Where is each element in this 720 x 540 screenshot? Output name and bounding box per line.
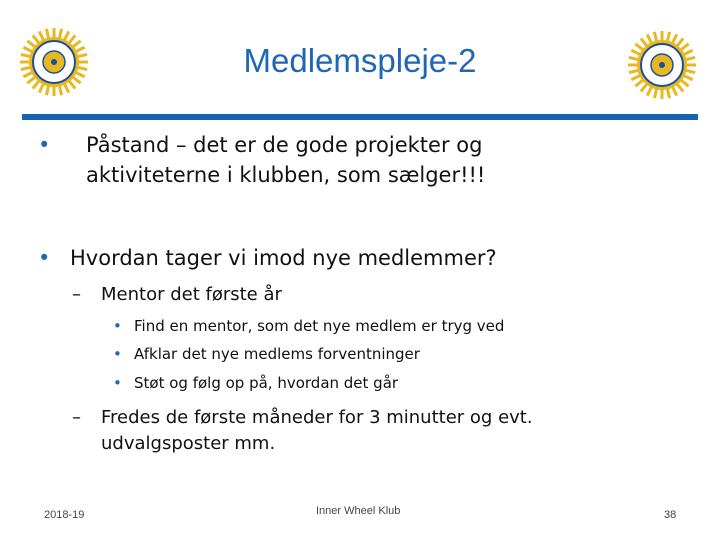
inner-wheel-logo-right xyxy=(626,29,698,101)
inner-wheel-logo-left xyxy=(18,26,90,98)
page-number: 38 xyxy=(664,509,677,521)
title-rule xyxy=(22,114,698,120)
bullet-marker: • xyxy=(113,374,122,392)
bullet-1-line-1: Påstand – det er de gode projekter og xyxy=(86,133,483,157)
sub-item-mentor: Mentor det første år xyxy=(101,284,282,305)
footer-center: Inner Wheel Klub xyxy=(316,505,401,517)
bullet-marker: • xyxy=(38,133,51,157)
bullet-marker: • xyxy=(113,317,122,335)
dash-marker: – xyxy=(72,407,81,428)
third-level-item-2: Afklar det nye medlems forventninger xyxy=(134,345,420,363)
bullet-1-line-2: aktiviteterne i klubben, som sælger!!! xyxy=(86,163,486,187)
third-level-item-1: Find en mentor, som det nye medlem er tryg ved xyxy=(134,317,505,335)
bullet-marker: • xyxy=(113,345,122,363)
sub-item-fredes-line-1: Fredes de første måneder for 3 minutter og evt. xyxy=(101,407,533,428)
sub-item-fredes-line-2: udvalgsposter mm. xyxy=(101,433,276,454)
slide-title: Medlemspleje-2 xyxy=(243,42,477,79)
third-level-item-3: Støt og følg op på, hvordan det går xyxy=(134,374,399,392)
bullet-2-text: Hvordan tager vi imod nye medlemmer? xyxy=(70,246,497,270)
dash-marker: – xyxy=(72,284,81,305)
bullet-marker: • xyxy=(38,246,51,270)
footer-date: 2018-19 xyxy=(44,509,85,521)
